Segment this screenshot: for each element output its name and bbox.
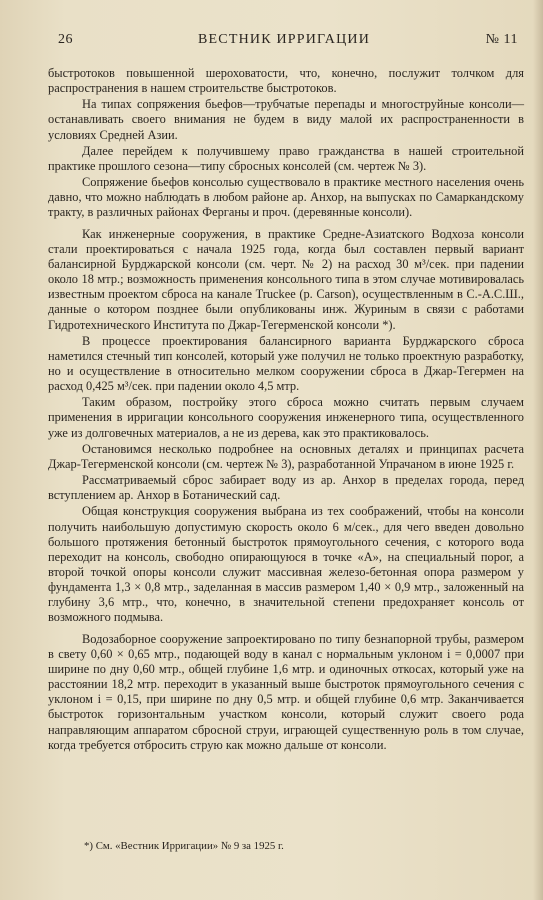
page-edge-shadow <box>533 0 543 900</box>
page-number: 26 <box>58 32 73 47</box>
issue-number: № 11 <box>485 32 518 47</box>
paragraph: Рассматриваемый сброс забирает воду из ар. Анхор в пределах города, перед вступлением ар. Анхор в Ботанический сад. <box>48 473 524 503</box>
article-body <box>48 66 524 754</box>
paragraph: На типах сопряжения бьефов—трубчатые перепады и многоструйные консоли—останавливать своего внимания не будем в виду малой их распространенности в условиях Средней Азии. <box>48 97 524 142</box>
page-header <box>58 32 518 50</box>
paragraph: Сопряжение бьефов консолью существовало в практике местного населения очень давно, что можно наблюдать в любом районе ар. Анхор, на выпусках по Самаркандскому тракту, в различных районах Ферганы и проч. (деревянные консоли). <box>48 175 524 220</box>
paragraph: Остановимся несколько подробнее на основных деталях и принципах расчета Джар-Тегерменской консоли (см. чертеж № 3), разработанной Упрачаном в июне 1925 г. <box>48 441 524 471</box>
paragraph: Водозаборное сооружение запроектировано по типу безнапорной трубы, размером в свету 0,60 × 0,65 мтр., подающей воду в канал с нормальным уклоном i = 0,0007 при ширине по дну 0,60 мтр., общей глубине 1,6 мтр. и одиночных откосах, который уже на расстоянии 18,2 мтр. переходит в указанный выше быстроток прямоугольного сечения с уклоном i = 0,15, при ширине по дну 0,5 мтр. и общей глубине 0,6 мтр. Заканчивается быстроток горизонтальным участком консоли, который служит своего рода направляющим аппаратом сбросной струи, играющей существенную роль в том случае, когда требуется отбросить струю как можно дальше от консоли. <box>48 631 524 752</box>
journal-title: ВЕСТНИК ИРРИГАЦИИ <box>198 32 371 47</box>
paragraph: Как инженерные сооружения, в практике Средне-Азиатского Водхоза консоли стали проектироваться с начала 1925 года, когда был составлен первый вариант балансирной Бурджарской консоли (см. черт. № 2) на расход 30 м³/сек. при падении около 18 мтр.; возможность применения консольного типа в этом случае мотивировалась известным проектом сброса на канале Truckee (р. Carson), осуществленным в С.-А.С.Ш., данные о котором позднее были опубликованы инж. Журиным в связи с работами Гидротехнического Института по Джар-Тегерменской консоли *). <box>48 226 524 332</box>
paragraph: Далее перейдем к получившему право гражданства в нашей строительной практике прошлого сезона—типу сбросных консолей (см. чертеж № 3). <box>48 143 524 173</box>
footnote: *) См. «Вестник Ирригации» № 9 за 1925 г. <box>84 840 284 852</box>
paragraph: быстротоков повышенной шероховатости, что, конечно, послужит толчком для распространения в нашем строительстве быстротоков. <box>48 66 524 96</box>
paragraph: Общая конструкция сооружения выбрана из тех соображений, чтобы на консоли получить наибольшую допустимую скорость около 6 м/сек., для чего введен довольно большого протяжения бетонный быстроток прямоугольного сечения, с которого вода переходит на консоль, свободно опирающуюся в точке «А», на специальный порог, а второй точкой опоры консоли служит массивная железо-бетонная опора размером у фундамента 1,3 × 0,8 мтр., заделанная в массив размером 1,40 × 0,9 мтр., заложенный на глубину 3,6 мтр., что, конечно, в значительной степени предохраняет консоль от возможного подмыва. <box>48 504 524 625</box>
paragraph: В процессе проектирования балансирного варианта Бурджарского сброса наметился стечный тип консолей, который уже получил не только проектную разработку, но и осуществление в относительно мелком сооружении сброса в Джар-Тегермен на расход 0,425 м³/сек. при падении около 4,5 мтр. <box>48 333 524 394</box>
paragraph: Таким образом, постройку этого сброса можно считать первым случаем применения в ирригации консольного сооружения инженерного типа, осуществленного уже из долговечных материалов, а не из дерева, как это практиковалось. <box>48 395 524 440</box>
